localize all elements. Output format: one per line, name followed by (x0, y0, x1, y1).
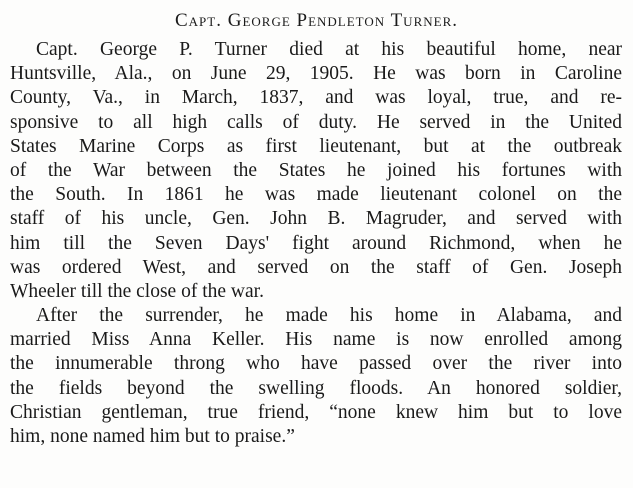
paragraph-1-line: sponsive to all high calls of duty. He served in the United (10, 111, 622, 133)
paragraph-1-line: Huntsville, Ala., on June 29, 1905. He was born in Caroline (10, 63, 622, 85)
paragraph-2-line: After the surrender, he made his home in Alabama, and (36, 305, 622, 327)
paragraph-2-line: the fields beyond the swelling floods. An honored soldier, (10, 377, 622, 399)
paragraph-1-line: States Marine Corps as first lieutenant, but at the outbreak (10, 135, 622, 157)
paragraph-2-line: married Miss Anna Keller. His name is now enrolled among (10, 329, 622, 351)
paragraph-1-line: County, Va., in March, 1837, and was loyal, true, and re- (10, 87, 622, 109)
paragraph-1-line: staff of his uncle, Gen. John B. Magruder, and served with (10, 208, 622, 230)
paragraph-1-line: Wheeler till the close of the war. (10, 280, 264, 302)
paragraph-1-line: was ordered West, and served on the staff of Gen. Joseph (10, 256, 622, 278)
paragraph-1-line: Capt. George P. Turner died at his beautiful home, near (36, 39, 622, 60)
page-title: Capt. George Pendleton Turner. (174, 10, 458, 31)
paragraph-1-line: him till the Seven Days' fight around Richmond, when he (10, 232, 622, 254)
paragraph-1-line: the South. In 1861 he was made lieutenant colonel on the (10, 184, 622, 206)
article-body (10, 38, 622, 449)
paragraph-2-line: the innumerable throng who have passed over the river into (10, 353, 622, 375)
paragraph-2-line: Christian gentleman, true friend, “none knew him but to love (10, 401, 622, 423)
paragraph-1-line: of the War between the States he joined his fortunes with (10, 159, 622, 181)
paragraph-2-line: him, none named him but to praise.” (10, 426, 295, 447)
